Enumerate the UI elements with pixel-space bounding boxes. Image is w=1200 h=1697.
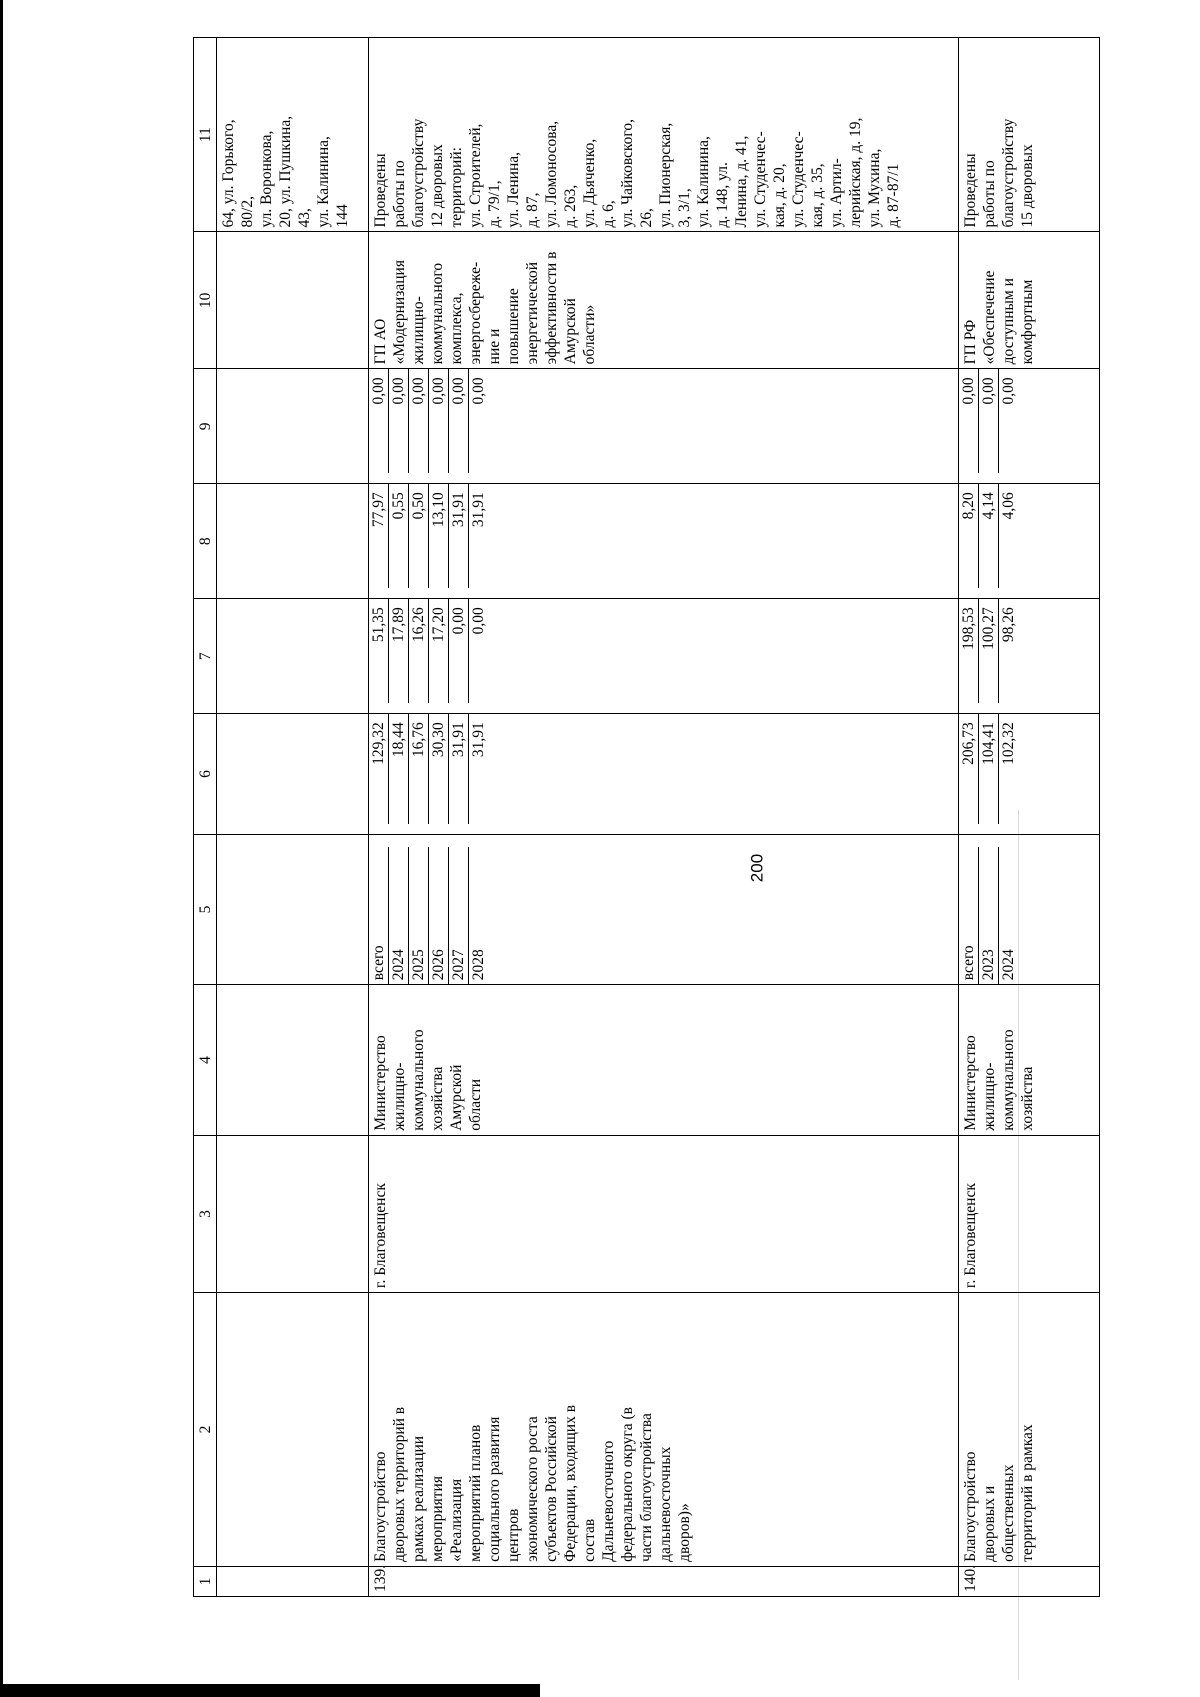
funding-col8-cell bbox=[959, 484, 1100, 599]
text-line: Ленина, д. 41, bbox=[733, 135, 750, 228]
text-line: комплекса, bbox=[448, 292, 465, 365]
text-line: Амурской bbox=[562, 298, 579, 365]
table-row-139 bbox=[369, 38, 959, 1597]
stack-value: 16,26 bbox=[409, 599, 429, 703]
stack-value: 104,41 bbox=[979, 714, 999, 823]
text-line: части благоустройства bbox=[638, 1413, 655, 1562]
text-line: состав bbox=[581, 1518, 598, 1562]
stack-value: всего bbox=[959, 847, 979, 985]
scan-edge-left bbox=[0, 0, 3, 1697]
text-line: 64, ул. Горького, bbox=[220, 119, 237, 228]
text-line: «Обеспечение bbox=[981, 270, 998, 365]
text-line: социального развития bbox=[486, 1416, 503, 1562]
text-line: 80/2, bbox=[239, 196, 256, 228]
text-line: жилищно- bbox=[391, 1062, 408, 1131]
stack-value: 0,00 bbox=[470, 607, 487, 635]
text-line: хозяйства bbox=[1019, 1066, 1036, 1131]
stack-value: 51,35 bbox=[369, 599, 389, 703]
stack-value: 17,89 bbox=[389, 599, 409, 703]
table-row-continued bbox=[217, 38, 369, 1597]
text-line: кая, д. 20, bbox=[771, 163, 788, 228]
text-line: дворовых и bbox=[981, 1485, 998, 1562]
text-line: «Реализация bbox=[448, 1478, 465, 1562]
measure-name bbox=[369, 1293, 959, 1567]
text-line: д. 6, bbox=[600, 200, 617, 228]
text-line: ул. Воронкова, bbox=[258, 130, 275, 228]
stack-value: 17,20 bbox=[429, 599, 449, 703]
funding-total-cell bbox=[369, 714, 959, 834]
text-line: Благоустройство bbox=[962, 1451, 979, 1562]
stack-value: 16,76 bbox=[409, 714, 429, 823]
stack-value: 2026 bbox=[429, 847, 449, 985]
text-line: общественных bbox=[1000, 1464, 1017, 1562]
text-line: доступным и bbox=[1000, 278, 1017, 365]
stack-value: 102,32 bbox=[1000, 722, 1017, 765]
text-line: жилищно- bbox=[410, 296, 427, 365]
text-line: области» bbox=[581, 304, 598, 365]
text-line: ГП АО bbox=[372, 318, 389, 365]
stack-value: 2024 bbox=[389, 847, 409, 985]
state-program bbox=[959, 232, 1100, 369]
stack-value: 0,00 bbox=[959, 369, 979, 473]
text-line: 3, 3/1, bbox=[676, 188, 693, 228]
continued-result bbox=[217, 38, 369, 232]
result-description bbox=[959, 38, 1100, 232]
text-line: коммунального bbox=[429, 262, 446, 365]
text-line: коммунального bbox=[410, 1029, 427, 1131]
text-line: комфортным bbox=[1019, 279, 1036, 365]
stack-value: 2028 bbox=[470, 949, 487, 981]
text-line: ГП РФ bbox=[962, 319, 979, 365]
text-line: кая, д. 35, bbox=[809, 163, 826, 228]
stack-value: 0,50 bbox=[409, 484, 429, 588]
stack-value: 31,91 bbox=[470, 722, 487, 758]
text-line: хозяйства bbox=[429, 1066, 446, 1131]
state-program bbox=[369, 232, 959, 369]
stack-value: 2024 bbox=[1000, 949, 1017, 981]
stack-value: 31,91 bbox=[449, 484, 469, 588]
stack-value: 0,00 bbox=[470, 377, 487, 405]
text-line: «Модернизация bbox=[391, 260, 408, 365]
text-line: дворовых территорий в bbox=[391, 1406, 408, 1562]
text-line: работы по bbox=[981, 160, 998, 228]
executor bbox=[959, 985, 1100, 1136]
stack-value: 0,00 bbox=[389, 369, 409, 473]
stack-value: 206,73 bbox=[959, 714, 979, 823]
stack-value: 18,44 bbox=[389, 714, 409, 823]
text-line: эффективности в bbox=[543, 251, 560, 365]
text-line: 15 дворовых bbox=[1019, 144, 1036, 228]
funding-col8-cell bbox=[369, 484, 959, 599]
page-number: 200 bbox=[747, 853, 767, 883]
funding-total-cell bbox=[959, 714, 1100, 834]
text-line: мероприятий планов bbox=[467, 1424, 484, 1562]
stack-value: 2027 bbox=[449, 847, 469, 985]
text-line: ул. Студенчес- bbox=[790, 131, 807, 228]
text-line: ул. Дьяченко, bbox=[581, 138, 598, 228]
stack-value: 129,32 bbox=[369, 714, 389, 823]
stack-value: 4,06 bbox=[1000, 492, 1017, 520]
text-line: ул. Калинина, bbox=[315, 136, 332, 228]
text-line: повышение bbox=[505, 288, 522, 365]
text-line: ул. Ломоносова, bbox=[543, 120, 560, 228]
stack-value: 0,00 bbox=[449, 369, 469, 473]
text-line: Министерство bbox=[962, 1035, 979, 1131]
text-line: Благоустройство bbox=[372, 1451, 389, 1562]
stack-value: 13,10 bbox=[429, 484, 449, 588]
location: г. Благовещенск bbox=[959, 1135, 1100, 1292]
stack-value: 77,97 bbox=[369, 484, 389, 588]
stack-value: всего bbox=[369, 847, 389, 985]
stack-value: 100,27 bbox=[979, 599, 999, 703]
stack-value: 0,00 bbox=[449, 599, 469, 703]
funding-col7-cell bbox=[369, 599, 959, 714]
text-line: дальневосточных bbox=[657, 1446, 674, 1562]
program-table bbox=[193, 37, 1100, 1597]
text-line: д. 87, bbox=[524, 192, 541, 228]
stack-value: 0,55 bbox=[389, 484, 409, 588]
text-line: дворов)» bbox=[676, 1503, 693, 1562]
stack-value: 30,30 bbox=[429, 714, 449, 823]
funding-col7-cell bbox=[959, 599, 1100, 714]
stack-value: 31,91 bbox=[470, 492, 487, 528]
text-line: Проведены bbox=[962, 153, 979, 228]
text-line: работы по bbox=[391, 160, 408, 228]
col-number-5: 5 bbox=[194, 834, 217, 985]
rotated-table-container bbox=[193, 37, 1100, 1597]
text-line: 144 bbox=[334, 204, 351, 228]
table-row-140 bbox=[959, 38, 1100, 1597]
result-description bbox=[369, 38, 959, 232]
col-number-9: 9 bbox=[194, 369, 217, 484]
funding-col9-cell bbox=[959, 369, 1100, 484]
text-line: экономического роста bbox=[524, 1416, 541, 1562]
stack-value: 2025 bbox=[409, 847, 429, 985]
text-line: коммунального bbox=[1000, 1029, 1017, 1131]
text-line: Федерации, входящих в bbox=[562, 1404, 579, 1562]
text-line: Амурской bbox=[448, 1064, 465, 1131]
text-line: благоустройству bbox=[410, 118, 427, 228]
text-line: 26, bbox=[638, 208, 655, 228]
col-number-1: 1 bbox=[194, 1566, 217, 1596]
stack-value: 0,00 bbox=[409, 369, 429, 473]
text-line: д. 148, ул. bbox=[714, 162, 731, 228]
text-line: д. 263, bbox=[562, 184, 579, 228]
years-cell bbox=[959, 834, 1100, 985]
measure-name bbox=[959, 1293, 1100, 1567]
text-line: благоустройству bbox=[1000, 118, 1017, 228]
executor bbox=[369, 985, 959, 1136]
col-number-11: 11 bbox=[194, 38, 217, 232]
text-line: ул. Артил- bbox=[828, 158, 845, 228]
col-number-3: 3 bbox=[194, 1135, 217, 1292]
row-number: 140. bbox=[959, 1566, 1100, 1596]
text-line: Министерство bbox=[372, 1035, 389, 1131]
text-line: области bbox=[467, 1078, 484, 1131]
text-line: 20, ул. Пушкина, bbox=[277, 115, 294, 228]
row-number: 139. bbox=[369, 1566, 959, 1596]
text-line: ул. Мухина, bbox=[866, 148, 883, 228]
text-line: федерального округа (в bbox=[619, 1407, 636, 1562]
text-line: д. 87-87/1 bbox=[885, 163, 902, 228]
text-line: 43, bbox=[296, 208, 313, 228]
text-line: ул. Калинина, bbox=[695, 136, 712, 228]
stack-value: 0,00 bbox=[979, 369, 999, 473]
text-line: центров bbox=[505, 1508, 522, 1562]
text-line: Проведены bbox=[372, 153, 389, 228]
stack-value: 198,53 bbox=[959, 599, 979, 703]
col-number-7: 7 bbox=[194, 599, 217, 714]
stack-value: 31,91 bbox=[449, 714, 469, 823]
location: г. Благовещенск bbox=[369, 1135, 959, 1292]
text-line: ул. Чайковского, bbox=[619, 118, 636, 228]
years-cell bbox=[369, 834, 959, 985]
text-line: ние и bbox=[486, 328, 503, 365]
text-line: субъектов Российской bbox=[543, 1416, 560, 1562]
text-line: ул. Ленина, bbox=[505, 151, 522, 228]
stack-value: 8,20 bbox=[959, 484, 979, 588]
text-line: 12 дворовых bbox=[429, 144, 446, 228]
text-line: рамках реализации bbox=[410, 1435, 427, 1562]
col-number-6: 6 bbox=[194, 714, 217, 834]
text-line: д. 79/1, bbox=[486, 180, 503, 228]
text-line: ул. Строителей, bbox=[467, 123, 484, 228]
col-number-10: 10 bbox=[194, 232, 217, 369]
text-line: энергосбереже- bbox=[467, 261, 484, 365]
scan-edge-bottom bbox=[0, 1684, 540, 1697]
text-line: энергетической bbox=[524, 261, 541, 365]
col-number-4: 4 bbox=[194, 985, 217, 1136]
stack-value: 2023 bbox=[979, 847, 999, 985]
text-line: лерийская, д. 19, bbox=[847, 117, 864, 228]
text-line: ул. Пионерская, bbox=[657, 122, 674, 228]
text-line: мероприятия bbox=[429, 1476, 446, 1562]
column-number-row bbox=[194, 38, 217, 1597]
col-number-8: 8 bbox=[194, 484, 217, 599]
stack-value: 4,14 bbox=[979, 484, 999, 588]
text-line: ул. Студенчес- bbox=[752, 131, 769, 228]
stack-value: 0,00 bbox=[429, 369, 449, 473]
text-line: территорий: bbox=[448, 147, 465, 228]
text-line: Дальневосточного bbox=[600, 1440, 617, 1562]
stack-value: 0,00 bbox=[369, 369, 389, 473]
text-line: территорий в рамках bbox=[1019, 1424, 1036, 1562]
col-number-2: 2 bbox=[194, 1293, 217, 1567]
funding-col9-cell bbox=[369, 369, 959, 484]
stack-value: 0,00 bbox=[1000, 377, 1017, 405]
stack-value: 98,26 bbox=[1000, 607, 1017, 643]
text-line: жилищно- bbox=[981, 1062, 998, 1131]
